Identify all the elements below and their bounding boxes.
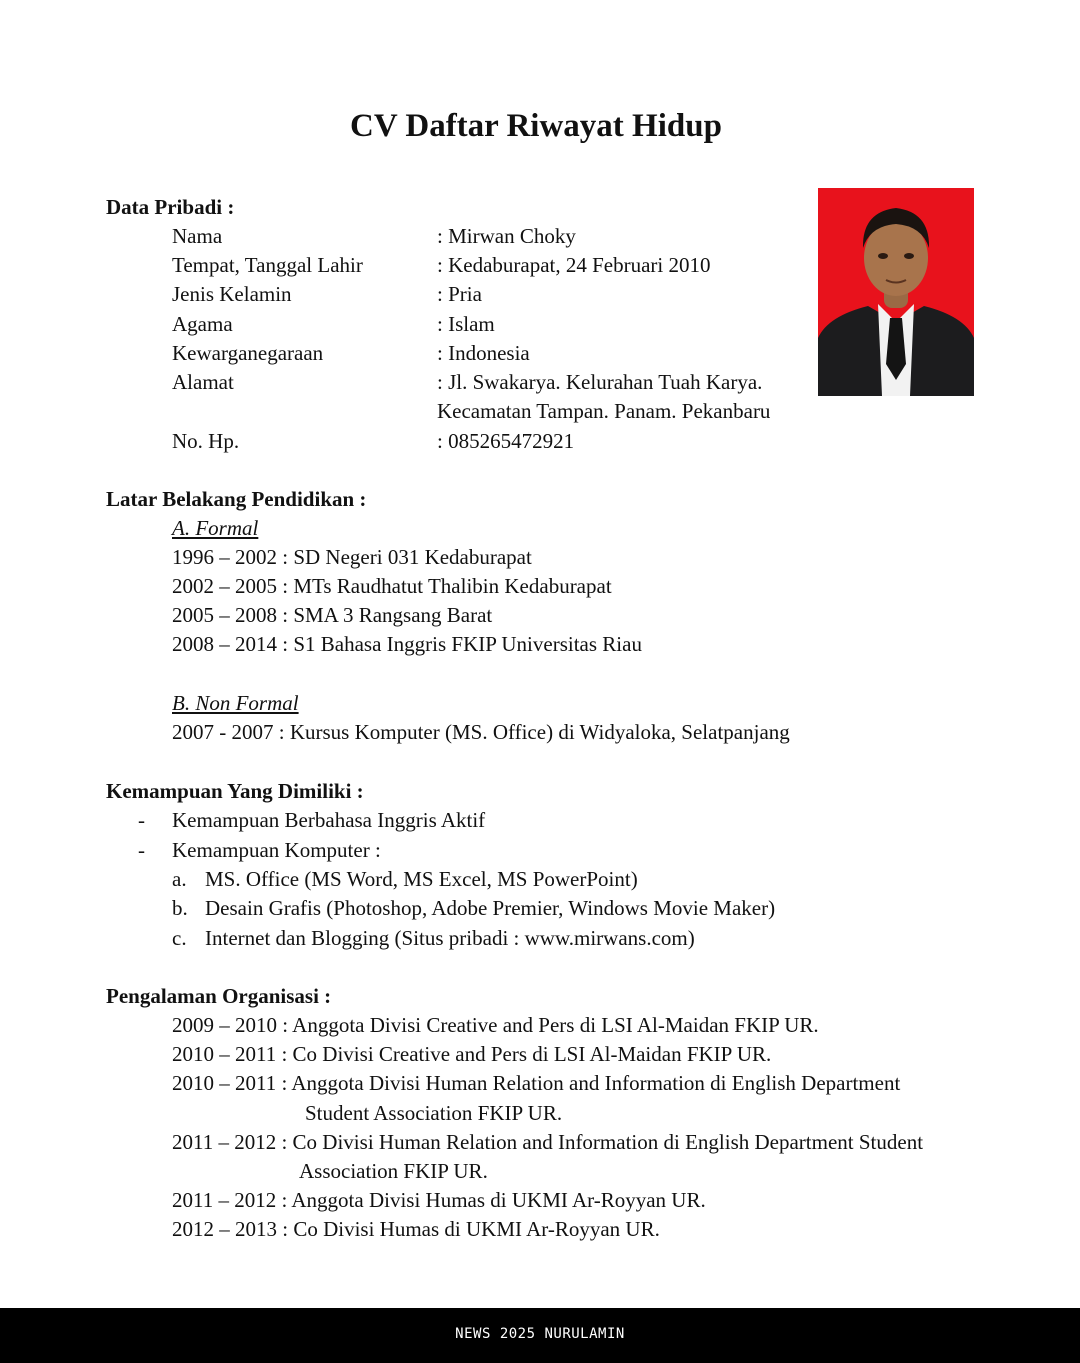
skill-item: Kemampuan Komputer : [172, 838, 381, 862]
personal-label: Kewarganegaraan [172, 341, 324, 365]
education-item: 1996 – 2002 : SD Negeri 031 Kedaburapat [172, 545, 532, 569]
education-item: 2002 – 2005 : MTs Raudhatut Thalibin Kedaburapat [172, 574, 612, 598]
personal-value: : Jl. Swakarya. Kelurahan Tuah Karya. [437, 370, 763, 394]
skill-subitem: MS. Office (MS Word, MS Excel, MS PowerPoint) [205, 867, 638, 891]
personal-value: : Indonesia [437, 341, 530, 365]
personal-value: : 085265472921 [437, 429, 575, 453]
personal-value: : Mirwan Choky [437, 224, 576, 248]
personal-label: Alamat [172, 370, 234, 394]
page-title: CV Daftar Riwayat Hidup [350, 108, 722, 144]
footer-watermark: NEWS 2025 NURULAMIN [455, 1326, 625, 1342]
personal-label: Agama [172, 312, 233, 336]
list-marker: a. [172, 867, 187, 891]
personal-heading: Data Pribadi : [106, 195, 235, 219]
personal-value: Kecamatan Tampan. Panam. Pekanbaru [437, 399, 771, 423]
footer-bar [0, 1308, 1080, 1363]
list-marker: b. [172, 896, 188, 920]
bullet-mark: - [138, 808, 145, 832]
skills-heading: Kemampuan Yang Dimiliki : [106, 779, 364, 803]
skill-subitem: Desain Grafis (Photoshop, Adobe Premier, Windows Movie Maker) [205, 896, 776, 920]
personal-value: : Kedaburapat, 24 Februari 2010 [437, 253, 711, 277]
skill-item: Kemampuan Berbahasa Inggris Aktif [172, 808, 486, 832]
personal-label: No. Hp. [172, 429, 240, 453]
organization-heading: Pengalaman Organisasi : [106, 984, 332, 1008]
education-item: 2005 – 2008 : SMA 3 Rangsang Barat [172, 603, 493, 627]
organization-item-continuation: Association FKIP UR. [299, 1159, 488, 1183]
organization-item: 2010 – 2011 : Co Divisi Creative and Pers di LSI Al-Maidan FKIP UR. [172, 1042, 772, 1066]
formal-subheading: A. Formal [172, 516, 259, 540]
education-item: 2008 – 2014 : S1 Bahasa Inggris FKIP Universitas Riau [172, 632, 642, 656]
personal-label: Jenis Kelamin [172, 282, 292, 306]
organization-item: 2011 – 2012 : Co Divisi Human Relation and Information di English Department Student [172, 1130, 924, 1154]
profile-photo [818, 188, 974, 396]
list-marker: c. [172, 926, 187, 950]
skill-subitem: Internet dan Blogging (Situs pribadi : www.mirwans.com) [205, 926, 695, 950]
personal-value: : Islam [437, 312, 495, 336]
organization-item-continuation: Student Association FKIP UR. [305, 1101, 563, 1125]
personal-value: : Pria [437, 282, 482, 306]
nonformal-subheading: B. Non Formal [172, 691, 299, 715]
organization-item: 2010 – 2011 : Anggota Divisi Human Relation and Information di English Department [172, 1071, 901, 1095]
personal-label: Tempat, Tanggal Lahir [172, 253, 363, 277]
organization-item: 2012 – 2013 : Co Divisi Humas di UKMI Ar-Royyan UR. [172, 1217, 660, 1241]
education-item: 2007 - 2007 : Kursus Komputer (MS. Office) di Widyaloka, Selatpanjang [172, 720, 790, 744]
organization-item: 2011 – 2012 : Anggota Divisi Humas di UKMI Ar-Royyan UR. [172, 1188, 706, 1212]
bullet-mark: - [138, 838, 145, 862]
personal-label: Nama [172, 224, 223, 248]
organization-item: 2009 – 2010 : Anggota Divisi Creative and Pers di LSI Al-Maidan FKIP UR. [172, 1013, 819, 1037]
education-heading: Latar Belakang Pendidikan : [106, 487, 367, 511]
